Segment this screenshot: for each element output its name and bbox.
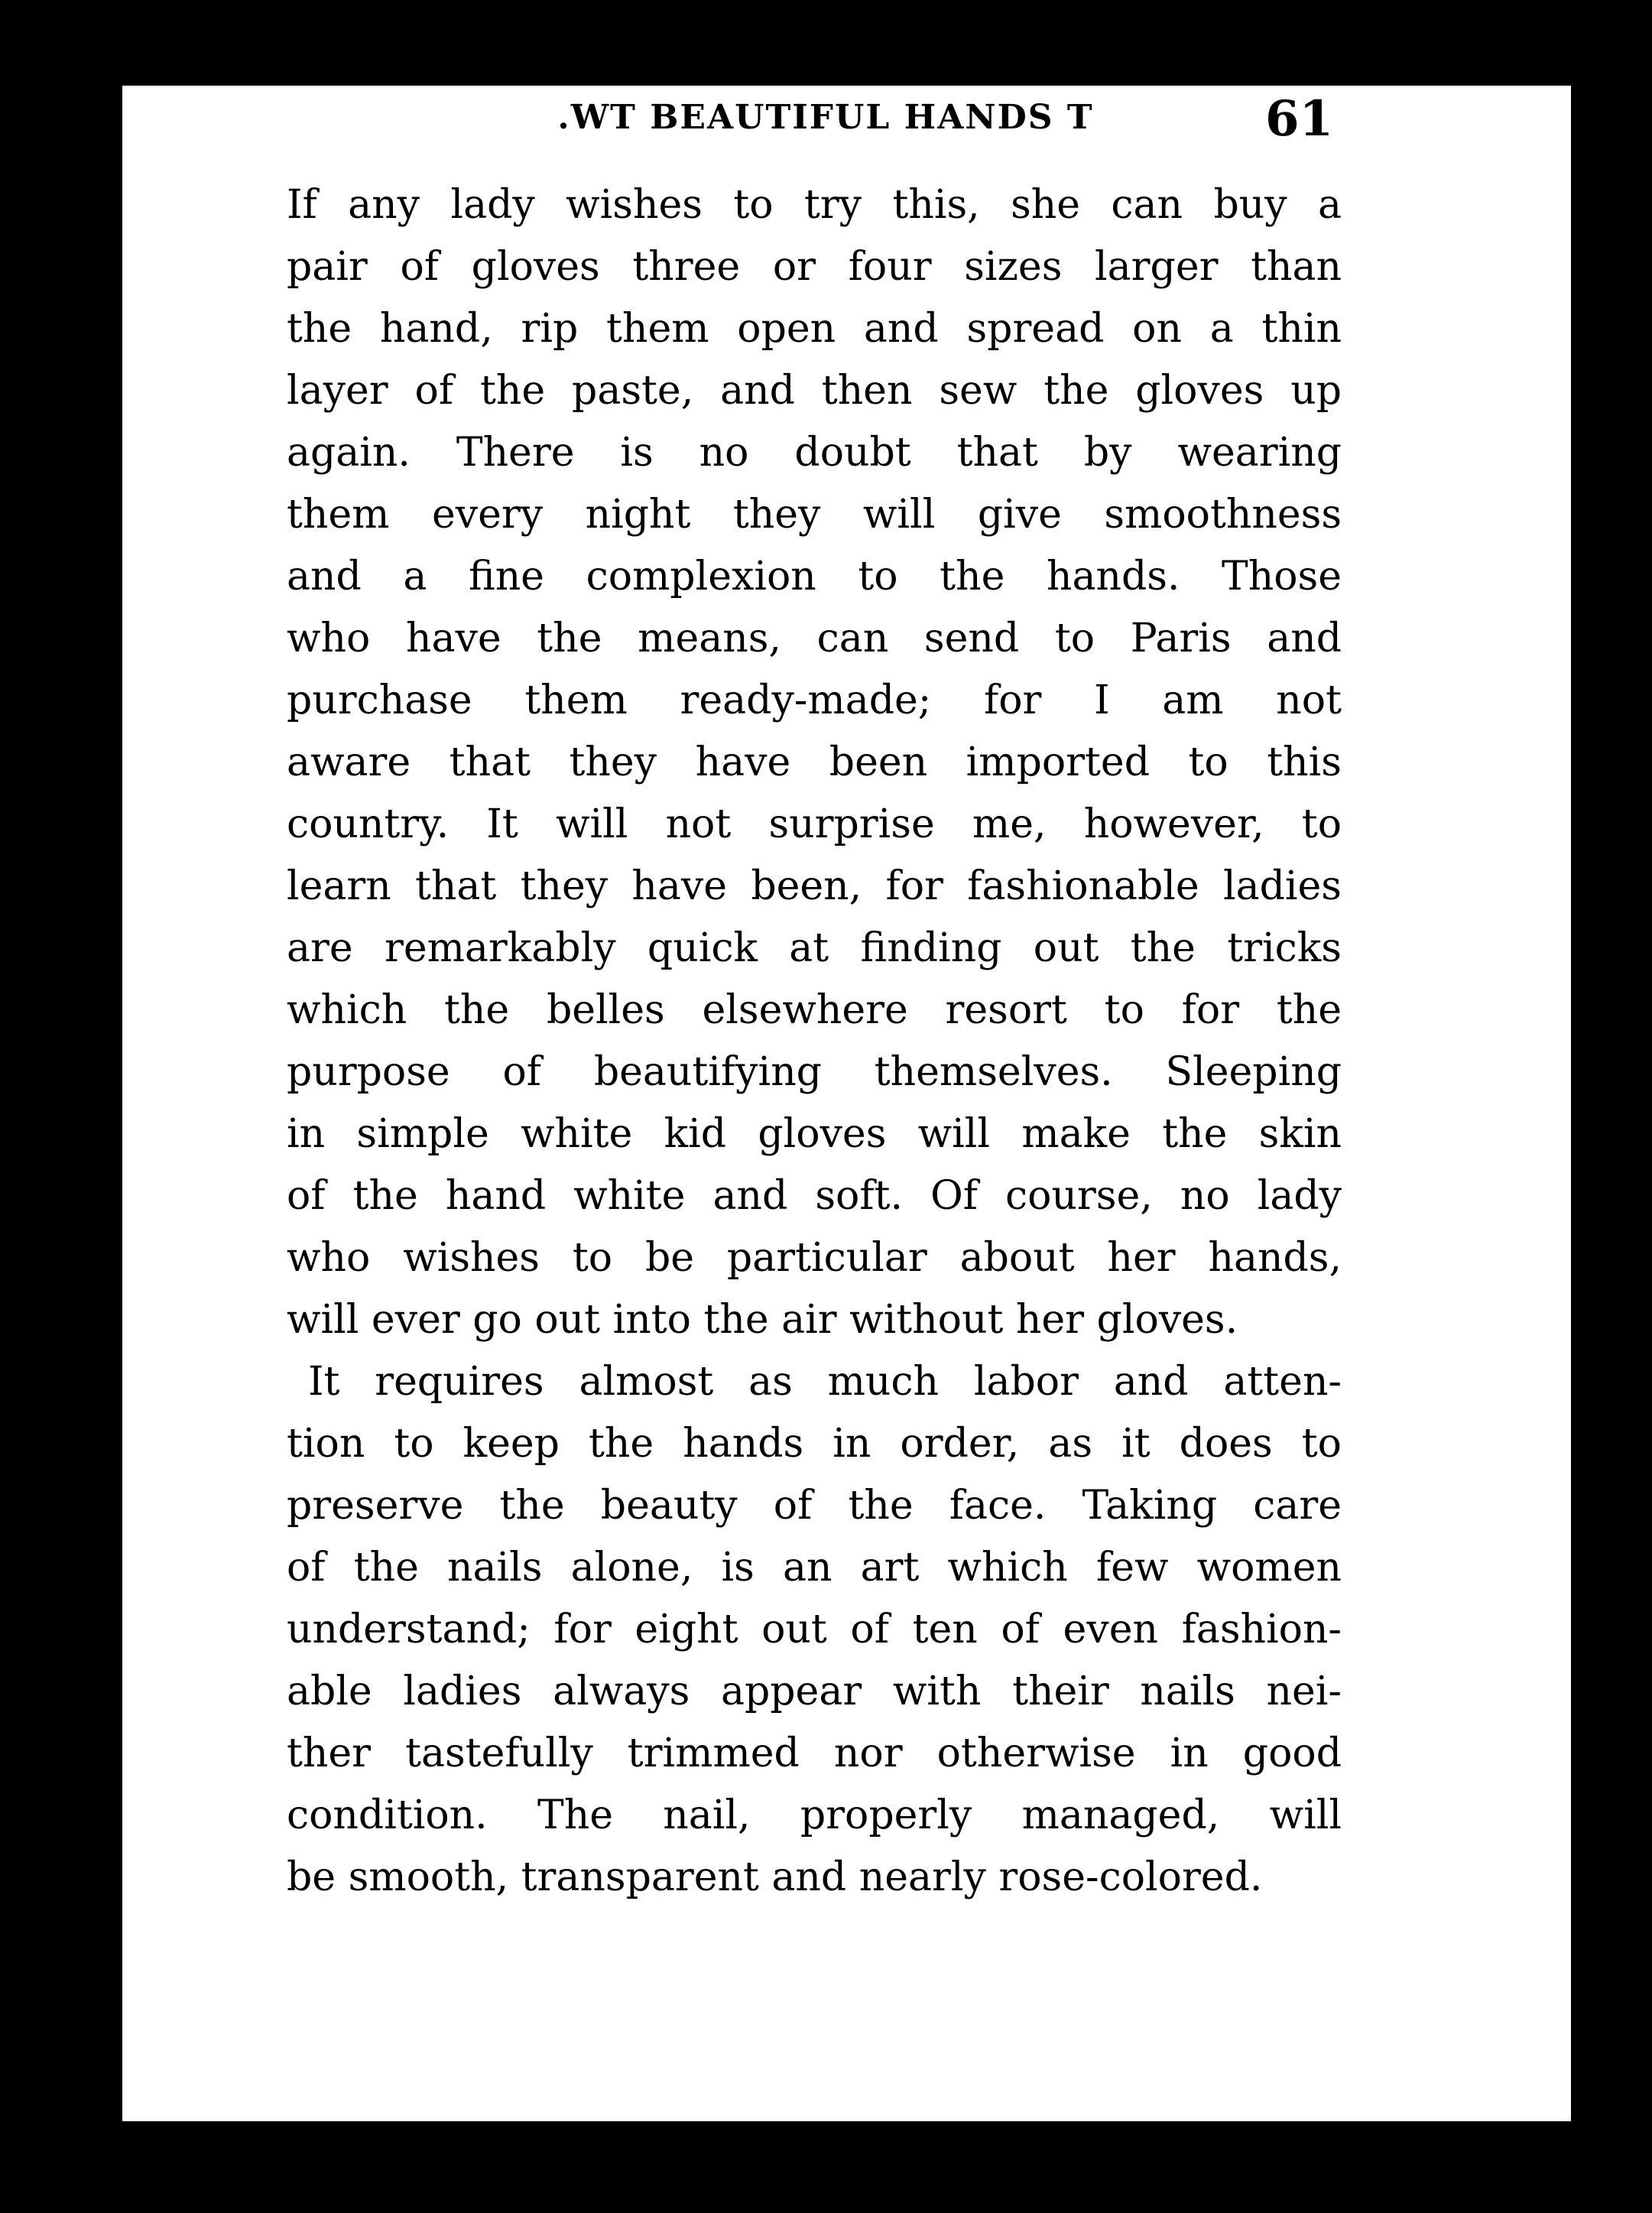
text-line: understand; for eight out of ten of even fashion- xyxy=(287,1607,1342,1652)
page-spine-edge xyxy=(92,86,122,2121)
text-line: again. There is no doubt that by wearing xyxy=(287,430,1342,476)
body-text xyxy=(287,174,1342,1909)
text-line: who wishes to be particular about her hands, xyxy=(287,1235,1342,1281)
text-line: in simple white kid gloves will make the skin xyxy=(287,1111,1342,1157)
text-line: able ladies always appear with their nails nei- xyxy=(287,1669,1342,1714)
text-line: condition. The nail, properly managed, will xyxy=(287,1792,1342,1838)
binding-mark xyxy=(84,1583,107,1606)
text-line: be smooth, transparent and nearly rose-colored. xyxy=(287,1854,1263,1900)
text-line: If any lady wishes to try this, she can buy a xyxy=(287,182,1342,228)
text-line: them every night they will give smoothness xyxy=(287,492,1342,538)
text-line: are remarkably quick at finding out the tricks xyxy=(287,925,1342,971)
text-line: layer of the paste, and then sew the gloves up xyxy=(287,368,1342,414)
text-line: learn that they have been, for fashionable ladies xyxy=(287,863,1342,909)
text-line: country. It will not surprise me, however, to xyxy=(287,801,1342,847)
text-line: who have the means, can send to Paris and xyxy=(287,616,1342,661)
text-line: purchase them ready-made; for I am not xyxy=(287,678,1342,723)
binding-mark xyxy=(84,1483,107,1529)
text-line: ther tastefully trimmed nor otherwise in good xyxy=(287,1730,1342,1776)
text-line: the hand, rip them open and spread on a thin xyxy=(287,306,1342,352)
page-number: 61 xyxy=(1265,90,1334,148)
text-line: aware that they have been imported to this xyxy=(287,739,1342,785)
running-head: .WT BEAUTIFUL HANDS T xyxy=(557,98,1094,137)
text-line: of the hand white and soft. Of course, no lady xyxy=(287,1173,1342,1219)
text-line: purpose of beautifying themselves. Sleeping xyxy=(287,1049,1342,1095)
text-line: of the nails alone, is an art which few women xyxy=(287,1545,1342,1591)
text-line: tion to keep the hands in order, as it does to xyxy=(287,1421,1342,1467)
text-line: will ever go out into the air without her gloves. xyxy=(287,1297,1238,1343)
text-line: which the belles elsewhere resort to for the xyxy=(287,987,1342,1033)
text-line: and a fine complexion to the hands. Those xyxy=(287,554,1342,600)
text-line: preserve the beauty of the face. Taking care xyxy=(287,1483,1342,1529)
text-line: pair of gloves three or four sizes larger than xyxy=(287,244,1342,290)
text-line: It requires almost as much labor and atten- xyxy=(308,1359,1342,1405)
